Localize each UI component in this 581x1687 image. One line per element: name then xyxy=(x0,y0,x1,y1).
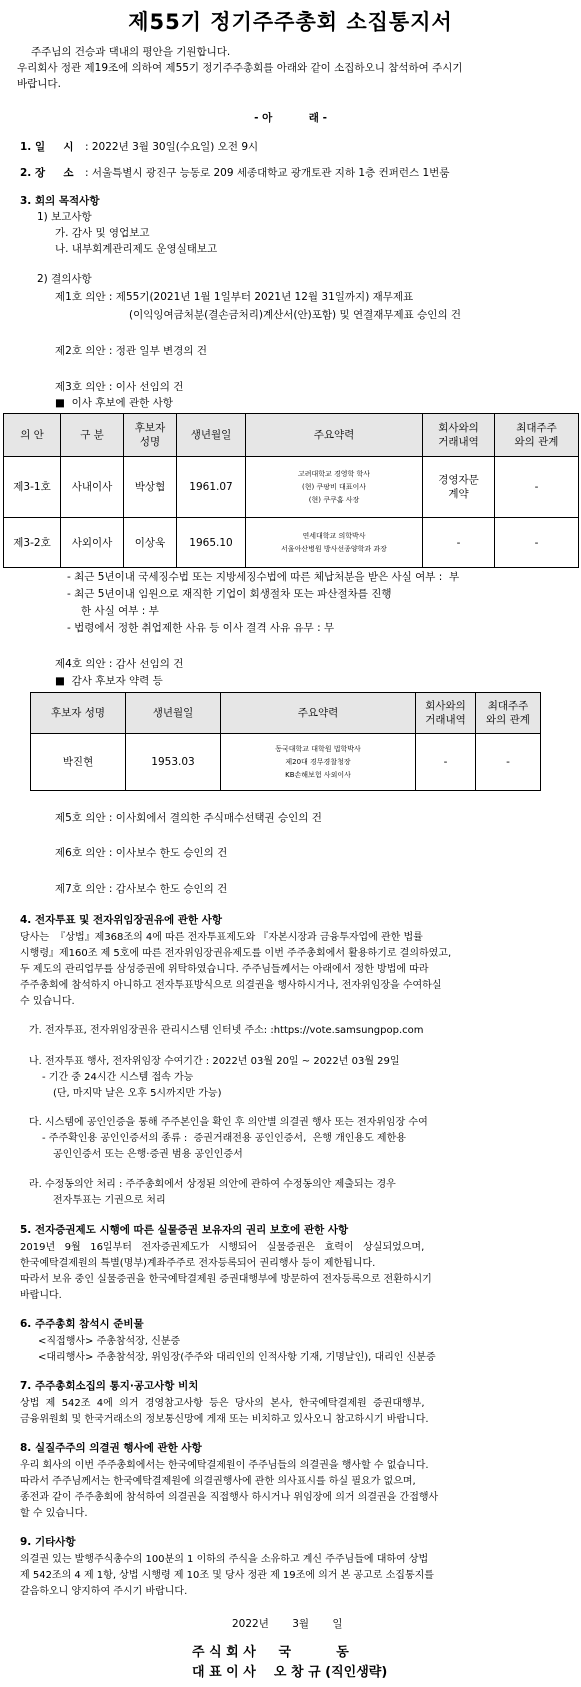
director-note-1: - 최근 5년이내 국세징수법 또는 지방세징수법에 따른 체납처분을 받은 사실 여부 : 부 xyxy=(67,571,460,583)
director-note-2: - 최근 5년이내 임원으로 재직한 기업이 회생절차 또는 파산절차를 진행 xyxy=(67,588,392,600)
section-4-heading: 4. 전자투표 및 전자위임장권유에 관한 사항 xyxy=(20,914,223,926)
section-8-body-4: 할 수 있습니다. xyxy=(20,1508,88,1519)
section-8-body-1: 우리 회사의 이번 주주총회에서는 한국예탁결제원이 주주님들의 의결권을 행사할 수 없습니다. xyxy=(20,1460,429,1471)
cell-transactions: - xyxy=(423,518,495,568)
table-header-row xyxy=(31,693,541,734)
cell-name: 이상욱 xyxy=(124,518,177,568)
e-vote-auth-sub-2: 공인인증서 또는 은행·증권 범용 공인인증서 xyxy=(53,1149,243,1160)
section-4-body-2: 시행령』제160조 제 5호에 따른 전자위임장권유제도를 이번 주주총회에서 활용하기로 결의하였고, xyxy=(20,948,452,959)
notice-date: 2022년 3월 일 xyxy=(232,1618,343,1630)
cell-agenda: 제3-2호 xyxy=(4,518,61,568)
director-note-4: - 법령에서 정한 취업제한 사유 등 이사 결격 사유 유무 : 무 xyxy=(67,622,335,634)
header-career: 주요약력 xyxy=(221,693,416,734)
section-8-body-2: 따라서 주주님께서는 한국예탁결제원에 의결권행사에 관한 의사표시를 하실 필요가 없으며, xyxy=(20,1476,416,1487)
report-item-2: 나. 내부회계관리제도 운영실태보고 xyxy=(55,243,218,255)
intro-line-2: 우리회사 정관 제19조에 의하여 제55기 정기주주총회를 아래와 같이 소집하오니 참석하여 주시기 xyxy=(17,62,463,74)
cell-relation: - xyxy=(476,734,541,791)
ceo-name: 대 표 이 사 오 창 규 (직인생략) xyxy=(192,1665,388,1680)
intro-line-3: 바랍니다. xyxy=(17,78,61,90)
table-header-row xyxy=(4,414,579,457)
agenda-4: 제4호 의안 : 감사 선임의 건 xyxy=(55,658,184,670)
section-4-body-3: 두 제도의 관리업무를 삼성증권에 위탁하였습니다. 주주님들께서는 아래에서 정한 방법에 따라 xyxy=(20,964,429,975)
section-5-body-2: 한국예탁결제원의 특별(명부)계좌주주로 전자등록되어 권리행사 등이 제한됩니다. xyxy=(20,1258,376,1269)
section-5-body-3: 따라서 보유 중인 실물증권을 한국예탁결제원 증권대행부에 방문하여 전자등록으로 전환하시기 xyxy=(20,1274,432,1285)
section-2-label: 2. 장 소 xyxy=(20,167,74,179)
section-9-heading: 9. 기타사항 xyxy=(20,1536,76,1548)
agenda-3: 제3호 의안 : 이사 선임의 건 xyxy=(55,381,184,393)
e-vote-amend-line-1: 라. 수정동의안 처리 : 주주총회에서 상정된 의안에 관하여 수정동의안 제출되는 경우 xyxy=(29,1179,396,1190)
cell-name: 박진현 xyxy=(31,734,126,791)
section-1-label: 1. 일 시 xyxy=(20,141,74,153)
director-note-3: 한 사실 여부 : 부 xyxy=(81,605,159,617)
agenda-7: 제7호 의안 : 감사보수 한도 승인의 건 xyxy=(55,883,228,895)
section-6-item-2: <대리행사> 주총참석장, 위임장(주주와 대리인의 인적사항 기재, 기명날인), 대리인 신분증 xyxy=(38,1352,436,1363)
e-vote-url-line: 가. 전자투표, 전자위임장권유 관리시스템 인터넷 주소: :https://vote.samsungpop.com xyxy=(29,1025,424,1036)
below-label: - 아 래 - xyxy=(254,112,327,124)
cell-relation: - xyxy=(495,518,579,568)
cell-transactions: - xyxy=(416,734,476,791)
agenda-6: 제6호 의안 : 이사보수 한도 승인의 건 xyxy=(55,847,228,859)
cell-birth: 1961.07 xyxy=(177,457,246,518)
header-candidate: 후보자 성명 xyxy=(124,414,177,457)
e-vote-auth-sub-1: - 주주확인용 공인인증서의 종류 : 증권거래전용 공인인증서, 은행 개인용도 제한용 xyxy=(42,1133,406,1144)
e-vote-period-sub-2: (단, 마지막 날은 오후 5시까지만 가능) xyxy=(53,1088,222,1099)
header-major-shareholder: 최대주주 와의 관계 xyxy=(495,414,579,457)
cell-type: 사내이사 xyxy=(61,457,124,518)
section-3-heading: 3. 회의 목적사항 xyxy=(20,195,100,207)
cell-relation: - xyxy=(495,457,579,518)
header-transactions: 회사와의 거래내역 xyxy=(416,693,476,734)
cell-agenda: 제3-1호 xyxy=(4,457,61,518)
cell-career: 연세대학교 의학박사 서울아산병원 방사선종양학과 과장 xyxy=(246,518,423,568)
section-2-value: : 서울특별시 광진구 능동로 209 세종대학교 광개토관 지하 1층 컨퍼런스 1번룸 xyxy=(85,167,450,179)
cell-career: 동국대학교 대학원 법학박사 제20대 경무경찰청장 KB손해보험 사외이사 xyxy=(221,734,416,791)
section-9-body-2: 제 542조의 4 제 1항, 상법 시행령 제 10조 및 당사 정관 제 19조에 의거 본 공고로 소집통지를 xyxy=(20,1570,434,1581)
section-5-body-1: 2019년 9월 16일부터 전자증권제도가 시행되어 실물증권은 효력이 상실되었으며, xyxy=(20,1242,425,1253)
section-9-body-3: 갈음하오니 양지하여 주시기 바랍니다. xyxy=(20,1586,188,1597)
header-career: 주요약력 xyxy=(246,414,423,457)
auditor-candidate-table xyxy=(30,692,541,791)
director-table-caption: ■ 이사 후보에 관한 사항 xyxy=(55,397,173,409)
cell-name: 박상협 xyxy=(124,457,177,518)
section-6-heading: 6. 주주총회 참석시 준비물 xyxy=(20,1318,144,1330)
header-type: 구 분 xyxy=(61,414,124,457)
report-item-1: 가. 감사 및 영업보고 xyxy=(55,227,150,239)
cell-transactions: 경영자문 계약 xyxy=(423,457,495,518)
e-vote-period-line: 나. 전자투표 행사, 전자위임장 수여기간 : 2022년 03월 20일 ~ 2022년 03월 29일 xyxy=(29,1056,400,1067)
cell-birth: 1965.10 xyxy=(177,518,246,568)
section-9-body-1: 의결권 있는 발행주식총수의 100분의 1 이하의 주식을 소유하고 계신 주주님들에 대하여 상법 xyxy=(20,1554,429,1565)
agenda-2: 제2호 의안 : 정관 일부 변경의 건 xyxy=(55,345,207,357)
table-row xyxy=(31,734,541,791)
section-4-body-5: 수 있습니다. xyxy=(20,996,75,1007)
section-7-body-2: 금융위원회 및 한국거래소의 정보통신망에 게재 또는 비치하고 있사오니 참고하시기 바랍니다. xyxy=(20,1414,429,1425)
table-row xyxy=(4,518,579,568)
section-6-item-1: <직접행사> 주총참석장, 신분증 xyxy=(38,1336,181,1347)
header-major-shareholder: 최대주주 와의 관계 xyxy=(476,693,541,734)
cell-type: 사외이사 xyxy=(61,518,124,568)
cell-career: 고려대학교 경영학 학사 (현) 쿠팡비 대표이사 (현) 쿠쿠홈 사장 xyxy=(246,457,423,518)
notice-title: 제55기 정기주주총회 소집통지서 xyxy=(128,10,453,34)
e-vote-period-sub-1: - 기간 중 24시간 시스템 접속 가능 xyxy=(42,1072,194,1083)
auditor-table-caption: ■ 감사 후보자 약력 등 xyxy=(55,675,163,687)
section-4-body-4: 주주총회에 참석하지 아니하고 전자투표방식으로 의결권을 행사하시거나, 전자위임장을 수여하실 xyxy=(20,980,442,991)
section-8-heading: 8. 실질주주의 의결권 행사에 관한 사항 xyxy=(20,1442,202,1454)
section-5-heading: 5. 전자증권제도 시행에 따른 실물증권 보유자의 권리 보호에 관한 사항 xyxy=(20,1224,349,1236)
intro-line-1: 주주님의 건승과 댁내의 평안을 기원합니다. xyxy=(31,46,231,58)
section-7-heading: 7. 주주총회소집의 통지·공고사항 비치 xyxy=(20,1380,199,1392)
report-heading: 1) 보고사항 xyxy=(37,211,92,223)
section-7-body-1: 상법 제 542조 4에 의거 경영참고사항 등은 당사의 본사, 한국예탁결제원 증권대행부, xyxy=(20,1398,425,1409)
section-4-body-1: 당사는 『상법』제368조의 4에 따른 전자투표제도와 『자본시장과 금융투자업에 관한 법률 xyxy=(20,932,423,943)
e-vote-amend-line-2: 전자투표는 기권으로 처리 xyxy=(53,1195,166,1206)
agenda-5: 제5호 의안 : 이사회에서 결의한 주식매수선택권 승인의 건 xyxy=(55,812,322,824)
header-candidate-name: 후보자 성명 xyxy=(31,693,126,734)
section-8-body-3: 종전과 같이 주주총회에 참석하여 의결권을 직접행사 하시거나 위임장에 의거 의결권을 간접행사 xyxy=(20,1492,439,1503)
header-transactions: 회사와의 거래내역 xyxy=(423,414,495,457)
agenda-1-line-1: 제1호 의안 : 제55기(2021년 1월 1일부터 2021년 12월 31일까지) 재무제표 xyxy=(55,291,414,303)
director-candidate-table xyxy=(3,413,579,568)
header-birth: 생년월일 xyxy=(126,693,221,734)
e-vote-auth-line: 다. 시스템에 공인인증을 통해 주주본인을 확인 후 의안별 의결권 행사 또는 전자위임장 수여 xyxy=(29,1117,428,1128)
header-birth: 생년월일 xyxy=(177,414,246,457)
header-agenda: 의 안 xyxy=(4,414,61,457)
resolution-heading: 2) 결의사항 xyxy=(37,273,92,285)
section-1-value: : 2022년 3월 30일(수요일) 오전 9시 xyxy=(85,141,259,153)
company-name: 주 식 회 사 국 동 xyxy=(192,1645,349,1660)
cell-birth: 1953.03 xyxy=(126,734,221,791)
section-5-body-4: 바랍니다. xyxy=(20,1290,62,1301)
table-row xyxy=(4,457,579,518)
agenda-1-line-2: (이익잉여금처분(결손금처리)계산서(안)포함) 및 연결재무제표 승인의 건 xyxy=(129,309,462,321)
